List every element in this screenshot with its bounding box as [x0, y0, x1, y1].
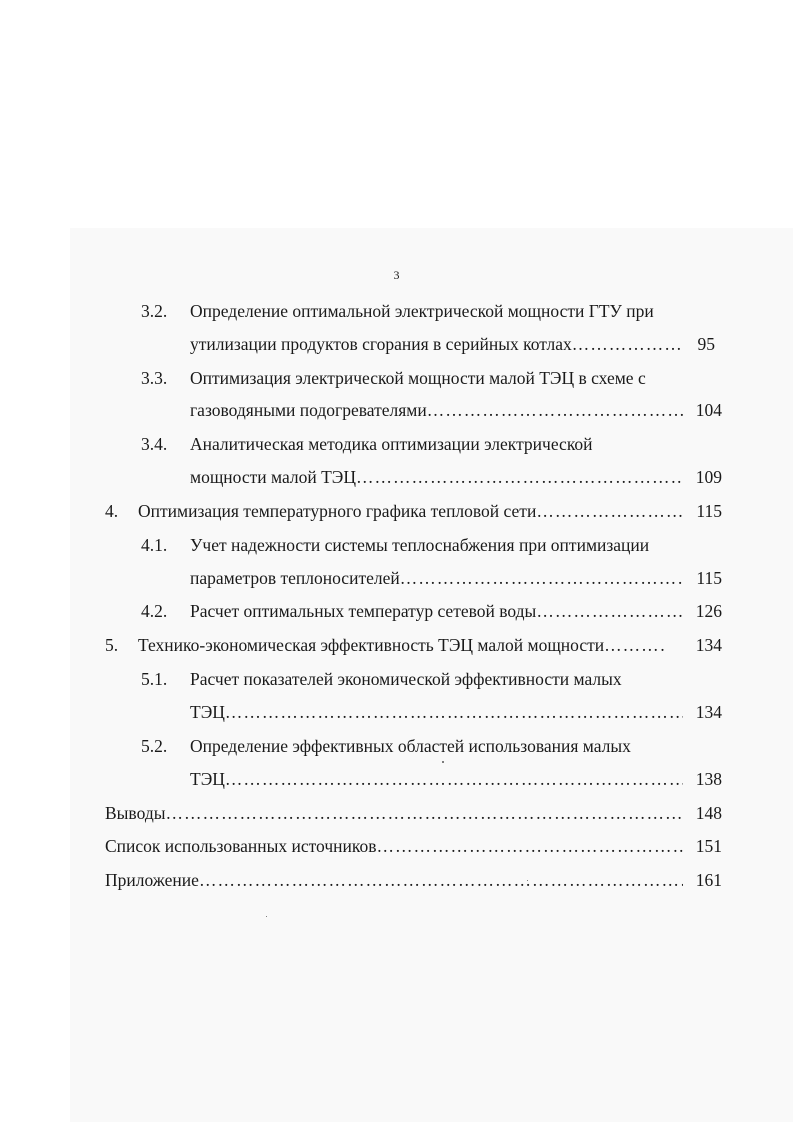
scan-speck — [266, 916, 267, 917]
dot-leader — [165, 802, 683, 824]
toc-entry-3-3-page: 104 — [695, 400, 722, 420]
toc-entry-4-2-page: 126 — [695, 601, 722, 621]
toc-entry-5-page: 134 — [695, 635, 722, 655]
toc-entry-3-2-title-line1: Определение оптимальной электрической мощности ГТУ при — [190, 301, 654, 321]
toc-entry-appendix-page: 161 — [695, 870, 722, 890]
dot-leader — [400, 567, 683, 589]
toc-entry-references: Список использованных источников …………………………………………………………………………………………………………………………………… — [105, 835, 683, 857]
dot-leader — [427, 399, 683, 421]
toc-entry-3-2-title-line2: утилизации продуктов сгорания в серийных котлах …………………………………………………………………………………………………………………………………… — [190, 333, 683, 355]
toc-entry-5-1-title-line2: ТЭЦ …………………………………………………………………………………………………………………………………… — [190, 701, 683, 723]
toc-entry-4-1-number: 4.1. — [141, 535, 168, 555]
toc-entry-5-number: 5. — [105, 635, 119, 655]
dot-leader — [225, 701, 683, 723]
toc-entry-conclusions-page: 148 — [695, 803, 722, 823]
dot-leader — [225, 768, 683, 790]
dot-leader — [536, 600, 683, 622]
toc-entry-references-page: 151 — [695, 836, 722, 856]
toc-entry-5-2-number: 5.2. — [141, 736, 168, 756]
scan-speck — [442, 761, 444, 763]
page-number: 3 — [393, 268, 400, 282]
toc-entry-5-1-title-line1: Расчет показателей экономической эффективности малых — [190, 669, 622, 689]
toc-entry-5-2-page: 138 — [695, 769, 722, 789]
toc-entry-4-number: 4. — [105, 501, 119, 521]
toc-entry-5-1-page: 134 — [695, 702, 722, 722]
toc-entry-5-title: Технико-экономическая эффективность ТЭЦ малой мощности …………………………………………………………………………………………………………………………………… — [138, 634, 665, 656]
dot-leader — [604, 634, 665, 656]
toc-entry-4-1-title-line2: параметров теплоносителей …………………………………………………………………………………………………………………………………… — [190, 567, 683, 589]
toc-entry-3-4-page: 109 — [695, 467, 722, 487]
toc-entry-3-3-number: 3.3. — [141, 368, 168, 388]
dot-leader — [536, 500, 683, 522]
toc-entry-3-3-title-line1: Оптимизация электрической мощности малой ТЭЦ в схеме с — [190, 368, 646, 388]
toc-entry-4-1-page: 115 — [696, 568, 722, 588]
dot-leader — [377, 835, 683, 857]
toc-entry-3-3-title-line2: газоводяными подогревателями …………………………………………………………………………………………………………………………………… — [190, 399, 683, 421]
toc-entry-5-2-title-line2: ТЭЦ …………………………………………………………………………………………………………………………………… — [190, 768, 683, 790]
toc-entry-appendix: Приложение …………………………………………………………………………………………………………………………………… — [105, 869, 683, 891]
toc-entry-3-2-page: 95 — [697, 334, 715, 354]
toc-entry-3-4-number: 3.4. — [141, 434, 168, 454]
toc-entry-4-2-number: 4.2. — [141, 601, 168, 621]
toc-entry-3-4-title-line2: мощности малой ТЭЦ …………………………………………………………………………………………………………………………………… — [190, 466, 683, 488]
dot-leader — [199, 869, 683, 891]
toc-entry-3-4-title-line1: Аналитическая методика оптимизации электрической — [190, 434, 593, 454]
toc-entry-4-title: Оптимизация температурного графика тепловой сети …………………………………………………………………………………………………………………………………… — [138, 500, 683, 522]
toc-entry-4-2-title: Расчет оптимальных температур сетевой воды …………………………………………………………………………………………………………………………………… — [190, 600, 683, 622]
toc-entry-4-page: 115 — [696, 501, 722, 521]
toc-entry-3-2-number: 3.2. — [141, 301, 168, 321]
toc-entry-conclusions: Выводы …………………………………………………………………………………………………………………………………… — [105, 802, 683, 824]
scan-speck — [527, 880, 528, 881]
toc-entry-5-1-number: 5.1. — [141, 669, 168, 689]
toc-entry-4-1-title-line1: Учет надежности системы теплоснабжения при оптимизации — [190, 535, 650, 555]
toc-entry-5-2-title-line1: Определение эффективных областей использования малых — [190, 736, 631, 756]
dot-leader — [356, 466, 683, 488]
